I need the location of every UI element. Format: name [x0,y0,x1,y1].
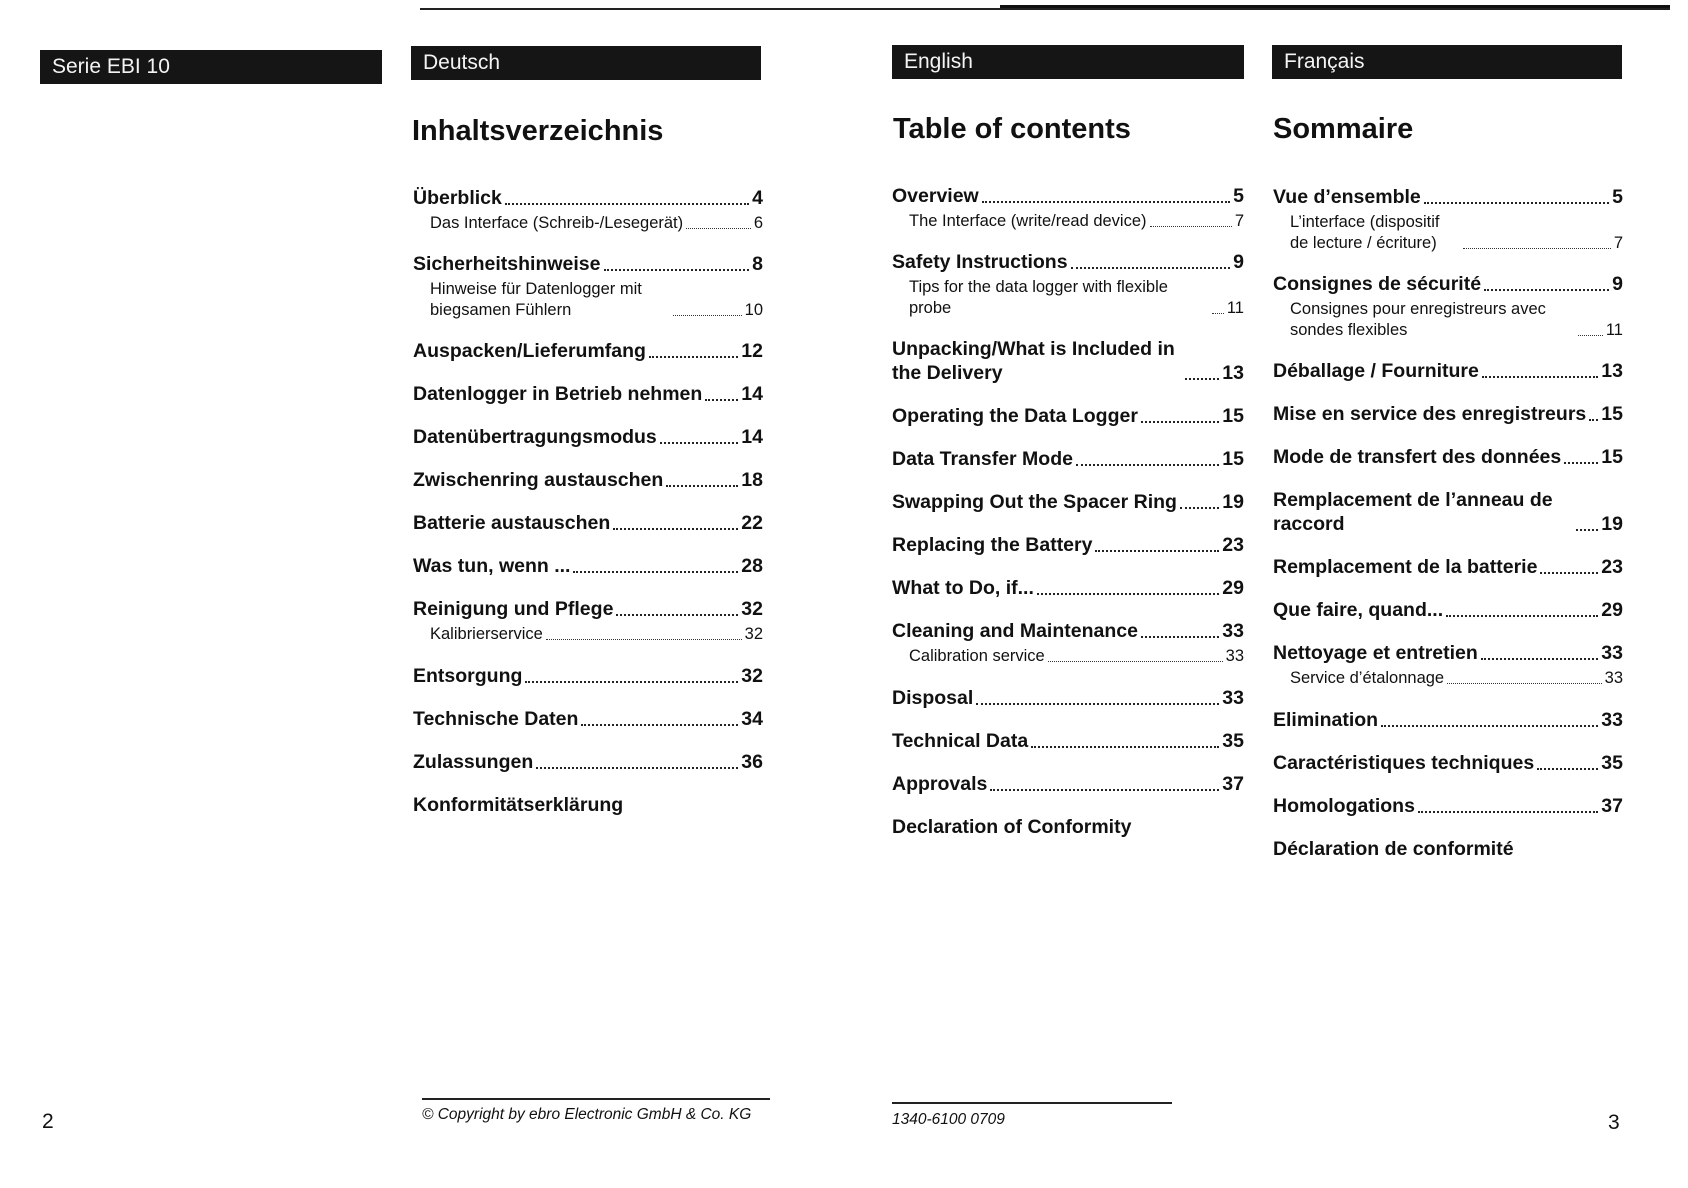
toc-entry[interactable]: Consignes de sécurité 9 [1273,273,1623,295]
series-label-bar [40,50,382,84]
page-title-francais: Sommaire [1273,113,1414,145]
toc-entry[interactable]: Data Transfer Mode 15 [892,448,1244,470]
toc-entry[interactable]: Unpacking/What is Included in the Delivery 13 [892,338,1244,384]
toc-subentry[interactable]: Kalibrierservice 32 [430,625,763,643]
toc-entry[interactable]: Entsorgung 32 [413,665,763,687]
toc-entry[interactable]: Datenlogger in Betrieb nehmen 14 [413,383,763,405]
toc-deutsch [413,186,763,836]
toc-entry[interactable]: Remplacement de l’anneau de raccord 19 [1273,489,1623,535]
top-rule-thick [1000,5,1670,8]
toc-subentry[interactable]: Hinweise für Datenlogger mit biegsamen Fühlern 10 [430,280,763,319]
toc-entry[interactable]: Operating the Data Logger 15 [892,405,1244,427]
toc-entry[interactable]: Auspacken/Lieferumfang 12 [413,340,763,362]
toc-entry[interactable]: Elimination 33 [1273,709,1623,731]
toc-entry[interactable]: Vue d’ensemble 5 [1273,186,1623,208]
language-label: Deutsch [423,51,501,74]
toc-entry[interactable]: Swapping Out the Spacer Ring 19 [892,491,1244,513]
language-bar-english [892,45,1244,79]
toc-entry[interactable]: Was tun, wenn ... 28 [413,555,763,577]
footer-rule-right [892,1102,1172,1104]
page-number-left: 2 [42,1110,54,1133]
toc-entry[interactable]: Homologations 37 [1273,795,1623,817]
language-bar-deutsch [411,46,761,80]
toc-subentry[interactable]: Calibration service 33 [909,647,1244,665]
toc-entry[interactable]: Reinigung und Pflege 32 [413,598,763,620]
toc-entry[interactable]: Déclaration de conformité [1273,838,1514,860]
page-title-deutsch: Inhaltsverzeichnis [412,115,664,147]
toc-entry[interactable]: Datenübertragungsmodus 14 [413,426,763,448]
toc-entry[interactable]: Mode de transfert des données 15 [1273,446,1623,468]
toc-entry[interactable]: Remplacement de la batterie 23 [1273,556,1623,578]
toc-subentry[interactable]: Service d’étalonnage 33 [1290,669,1623,687]
toc-entry[interactable]: Cleaning and Maintenance 33 [892,620,1244,642]
toc-subentry[interactable]: Tips for the data logger with flexible probe 11 [909,278,1244,317]
toc-entry[interactable]: Déballage / Fourniture 13 [1273,360,1623,382]
toc-entry[interactable]: Überblick 4 [413,187,763,209]
page-number-right: 3 [1608,1111,1620,1134]
language-bar-francais [1272,45,1622,79]
toc-entry[interactable]: What to Do, if... 29 [892,577,1244,599]
page-title-english: Table of contents [893,113,1131,145]
footer-rule-left [422,1098,770,1100]
toc-entry[interactable]: Sicherheitshinweise 8 [413,253,763,275]
toc-entry[interactable]: Que faire, quand... 29 [1273,599,1623,621]
language-label: Français [1284,50,1365,73]
top-rule [420,8,1670,10]
toc-entry[interactable]: Approvals 37 [892,773,1244,795]
toc-entry[interactable]: Nettoyage et entretien 33 [1273,642,1623,664]
document-number: 1340-6100 0709 [892,1111,1005,1128]
toc-entry[interactable]: Overview 5 [892,185,1244,207]
toc-entry[interactable]: Zwischenring austauschen 18 [413,469,763,491]
language-label: English [904,50,973,73]
toc-entry[interactable]: Mise en service des enregistreurs 15 [1273,403,1623,425]
toc-subentry[interactable]: Consignes pour enregistreurs avec sondes flexibles 11 [1290,300,1623,339]
toc-entry[interactable]: Caractéristiques techniques 35 [1273,752,1623,774]
toc-entry[interactable]: Technical Data 35 [892,730,1244,752]
toc-entry[interactable]: Disposal 33 [892,687,1244,709]
copyright: © Copyright by ebro Electronic GmbH & Co. KG [422,1106,752,1123]
toc-entry[interactable]: Konformitätserklärung [413,794,624,816]
toc-francais [1273,185,1623,880]
toc-entry[interactable]: Replacing the Battery 23 [892,534,1244,556]
toc-entry[interactable]: Safety Instructions 9 [892,251,1244,273]
toc-subentry[interactable]: Das Interface (Schreib-/Lesegerät) 6 [430,214,763,232]
toc-subentry[interactable]: The Interface (write/read device) 7 [909,212,1244,230]
series-label: Serie EBI 10 [52,55,170,78]
toc-english [892,184,1244,858]
toc-entry[interactable]: Technische Daten 34 [413,708,763,730]
toc-subentry[interactable]: L’interface (dispositif de lecture / écriture) 7 [1290,213,1623,252]
toc-entry[interactable]: Declaration of Conformity [892,816,1132,838]
toc-entry[interactable]: Batterie austauschen 22 [413,512,763,534]
toc-entry[interactable]: Zulassungen 36 [413,751,763,773]
